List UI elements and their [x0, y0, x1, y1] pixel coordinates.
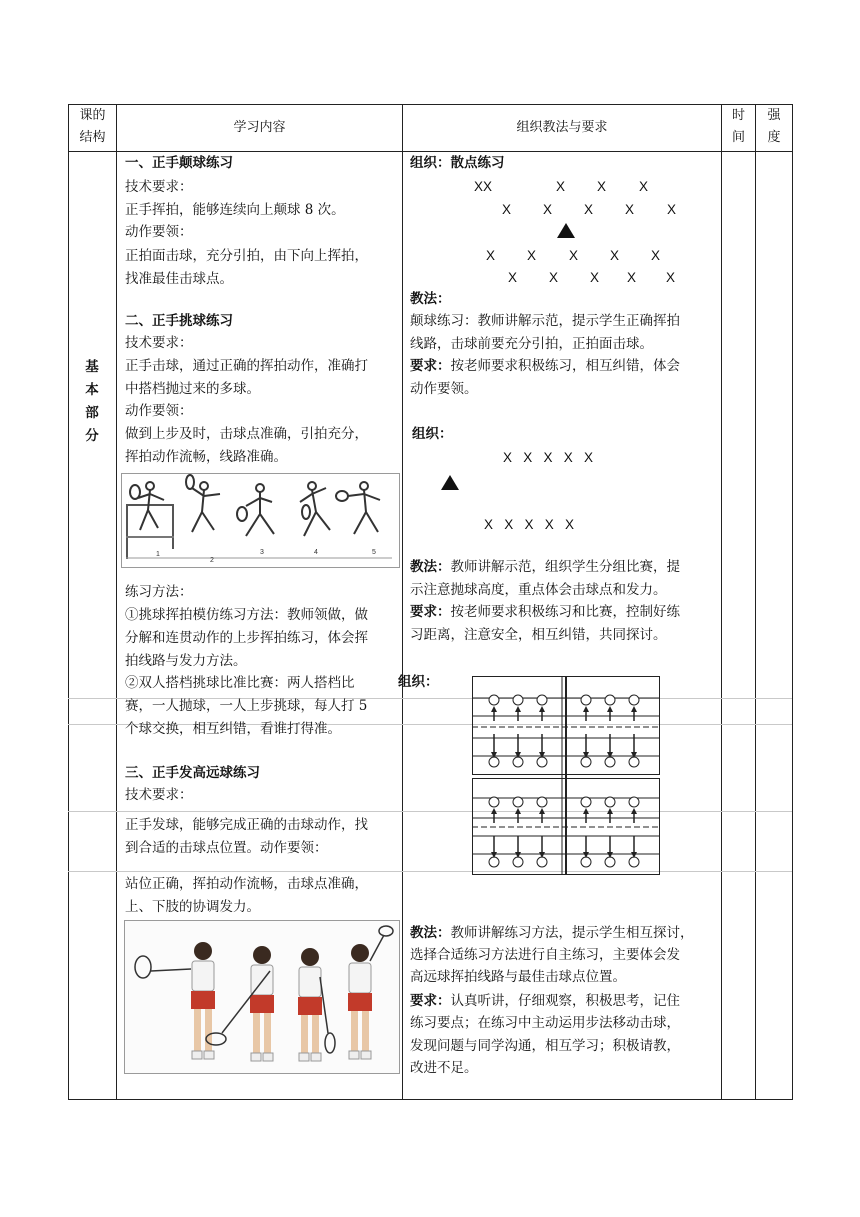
student-mark: X [502, 202, 512, 217]
s2-title: 二、正手挑球练习 [125, 313, 233, 329]
arrow-up-icon [539, 808, 545, 814]
figure-number: 1 [156, 551, 160, 558]
s1-line: 技术要求： [125, 179, 193, 195]
student-mark: X [639, 179, 649, 194]
s3-title: 三、正手发高远球练习 [125, 765, 260, 781]
arrow-up-icon [515, 706, 521, 712]
student-mark: X [651, 248, 661, 263]
method1-label: 教法： [410, 291, 451, 307]
header-content: 学习内容 [233, 120, 286, 135]
col-border-3 [721, 104, 722, 1100]
player-face-icon [581, 797, 591, 807]
player-face-icon [605, 757, 615, 767]
player-face-icon [629, 797, 639, 807]
player-figures-icon [122, 474, 399, 567]
require2-line: 习距离，注意安全，相互纠错，共同探讨。 [410, 627, 667, 643]
org1-label: 组织：散点练习 [410, 155, 505, 171]
player-face-icon [537, 797, 547, 807]
arrow-up-icon [583, 706, 589, 712]
court-icon [472, 676, 660, 875]
method3-line: 高远球挥拍线路与最佳击球点位置。 [410, 969, 626, 985]
player-face-icon [489, 857, 499, 867]
student-mark: X [508, 270, 518, 285]
s2-line: 技术要求： [125, 335, 193, 351]
arrow-up-icon [607, 808, 613, 814]
col-border-0 [68, 104, 69, 1100]
student-mark: X [610, 248, 620, 263]
method2-line: 教法：教师讲解示范，组织学生分组比赛，提 [410, 559, 680, 575]
student-mark: X [527, 248, 537, 263]
org3-label: 组织： [398, 674, 439, 690]
s3-line: 正手发球，能够完成正确的击球动作，找 [125, 817, 368, 833]
header-intensity: 强 度 [767, 108, 781, 145]
s2-line: 做到上步及时，击球点准确，引拍充分， [125, 426, 368, 442]
player-face-icon [629, 857, 639, 867]
s2-line: 中搭档抛过来的多球。 [125, 381, 260, 397]
student-mark: X [627, 270, 637, 285]
s2-method-line: ②双人搭档挑球比准比赛：两人搭档比 [125, 675, 355, 691]
require3-line: 改进不足。 [410, 1060, 478, 1076]
col-border-2 [402, 104, 403, 1100]
high-serve-image [124, 920, 400, 1074]
player-face-icon [513, 757, 523, 767]
player-face-icon [489, 695, 499, 705]
s2-method-line: 赛，一人抛球，一人上步挑球，每人打 5 [125, 698, 368, 714]
s1-line: 正拍面击球，充分引拍，由下向上挥拍， [125, 248, 368, 264]
student-mark: X [549, 270, 559, 285]
s1-line: 正手挥拍，能够连续向上颠球 8 次。 [125, 202, 345, 218]
student-mark: XX [474, 179, 493, 194]
student-mark: X [584, 202, 594, 217]
arrow-up-icon [583, 808, 589, 814]
arrow-up-icon [491, 706, 497, 712]
s2-method-line: 个球交换，相互纠错，看谁打得准。 [125, 721, 341, 737]
player-face-icon [489, 797, 499, 807]
player-face-icon [537, 757, 547, 767]
s3-line: 站位正确，挥拍动作流畅，击球点准确， [125, 876, 368, 892]
col-border-4 [755, 104, 756, 1100]
court-diagram [472, 676, 660, 875]
col-border-1 [116, 104, 117, 1100]
arrow-up-icon [607, 706, 613, 712]
s2-line: 挥拍动作流畅，线路准确。 [125, 449, 287, 465]
player-face-icon [605, 857, 615, 867]
s1-line: 动作要领： [125, 224, 193, 240]
figure-number: 3 [260, 549, 264, 556]
player-face-icon [629, 757, 639, 767]
s1-title: 一、正手颠球练习 [125, 155, 233, 171]
student-mark: X [597, 179, 607, 194]
s2-method-line: 拍线路与发力方法。 [125, 653, 247, 669]
student-mark: X [569, 248, 579, 263]
s3-line: 上、下肢的协调发力。 [125, 899, 260, 915]
section-label: 基 本 部 分 [85, 359, 99, 444]
method2-line: 示注意抛球高度，重点体会击球点和发力。 [410, 582, 667, 598]
teacher-triangle-icon [441, 475, 459, 490]
method3-line: 选择合适练习方法进行自主练习，主要体会发 [410, 947, 680, 963]
s3-line: 技术要求： [125, 787, 193, 803]
require3-line: 要求：认真听讲，仔细观察，积极思考，记住 [410, 993, 680, 1009]
arrow-up-icon [631, 808, 637, 814]
s2-method-line: ①挑球挥拍模仿练习方法：教师领做，做 [125, 607, 368, 623]
header-structure: 课的 结构 [79, 108, 106, 145]
require2-line: 要求：按老师要求积极练习和比赛，控制好练 [410, 604, 680, 620]
require3-line: 练习要点；在练习中主动运用步法移动击球， [410, 1015, 680, 1031]
col-border-5 [792, 104, 793, 1100]
method3-line: 教法：教师讲解练习方法，提示学生相互探讨， [410, 925, 694, 941]
arrow-up-icon [515, 808, 521, 814]
figure-number: 5 [372, 549, 376, 556]
player-face-icon [537, 857, 547, 867]
player-face-icon [605, 695, 615, 705]
student-mark: X [556, 179, 566, 194]
student-mark: X [625, 202, 635, 217]
require1-line: 动作要领。 [410, 381, 478, 397]
student-mark: X [543, 202, 553, 217]
header-time: 时 间 [731, 108, 745, 145]
player-face-icon [513, 695, 523, 705]
student-mark: X [590, 270, 600, 285]
teacher-triangle-icon [557, 223, 575, 238]
s2-line: 正手击球，通过正确的挥拍动作，准确打 [125, 358, 368, 374]
player-face-icon [513, 857, 523, 867]
player-face-icon [605, 797, 615, 807]
require3-line: 发现问题与同学沟通，相互学习；积极请教， [410, 1038, 680, 1054]
arrow-up-icon [491, 808, 497, 814]
serve-players-icon [125, 921, 399, 1073]
player-face-icon [629, 695, 639, 705]
s2-method-line: 分解和连贯动作的上步挥拍练习，体会挥 [125, 630, 368, 646]
s2-line: 动作要领： [125, 403, 193, 419]
player-face-icon [581, 695, 591, 705]
student-mark: X [486, 248, 496, 263]
lift-sequence-image [121, 473, 400, 568]
player-face-icon [537, 695, 547, 705]
player-face-icon [489, 757, 499, 767]
method1-line: 线路，击球前要充分引拍，正拍面击球。 [410, 336, 653, 352]
header-method: 组织教法与要求 [516, 120, 608, 135]
student-mark: X [667, 202, 677, 217]
player-face-icon [581, 857, 591, 867]
require1-line: 要求：按老师要求积极练习，相互纠错，体会 [410, 358, 680, 374]
scan-artifact-line [68, 811, 792, 812]
figure-number: 4 [314, 549, 318, 556]
s2-method-line: 练习方法： [125, 584, 193, 600]
table-top-border [68, 104, 792, 105]
student-row: X X X X X [503, 450, 594, 465]
player-face-icon [513, 797, 523, 807]
method1-line: 颠球练习：教师讲解示范，提示学生正确挥拍 [410, 313, 680, 329]
org2-label: 组织： [412, 426, 453, 442]
table-bottom-border [68, 1099, 792, 1100]
player-face-icon [581, 757, 591, 767]
arrow-up-icon [631, 706, 637, 712]
scan-artifact-line [68, 871, 792, 872]
s1-line: 找准最佳击球点。 [125, 271, 233, 287]
s3-line: 到合适的击球点位置。动作要领： [125, 840, 328, 856]
figure-number: 2 [210, 557, 214, 564]
arrow-up-icon [539, 706, 545, 712]
student-mark: X [666, 270, 676, 285]
student-row: X X X X X [484, 517, 575, 532]
